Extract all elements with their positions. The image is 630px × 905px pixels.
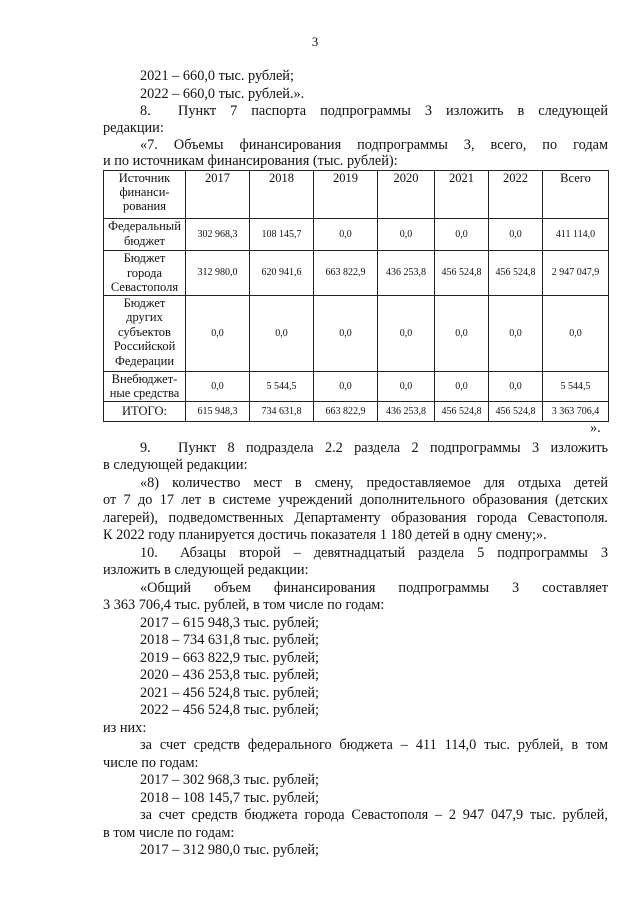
paragraph-line: изложить в следующей редакции: <box>103 562 309 578</box>
cell: 620 941,6 <box>250 251 314 296</box>
year-amount: 2017 – 302 968,3 тыс. рублей; <box>140 772 319 788</box>
cell: 0,0 <box>314 295 378 371</box>
header-year: 2017 <box>186 171 250 219</box>
row-source: ИТОГО: <box>104 401 186 421</box>
paragraph-line: Пункт 8 подраздела 2.2 раздела 2 подпрограммы 3 изложить <box>178 440 608 456</box>
paragraph-line: числе по годам: <box>103 755 199 771</box>
item-number: 10. <box>140 545 158 561</box>
year-amount: 2019 – 663 822,9 тыс. рублей; <box>140 650 319 666</box>
paragraph-line: Абзацы второй – девятнадцатый раздела 5 подпрограммы 3 <box>180 545 608 561</box>
paragraph-line: 3 363 706,4 тыс. рублей, в том числе по годам: <box>103 597 385 613</box>
paragraph-line: лагерей), подведомственных Департаменту образования города Севастополя. <box>103 510 608 526</box>
header-year: 2018 <box>250 171 314 219</box>
paragraph-line: и по источникам финансирования (тыс. рублей): <box>103 153 398 169</box>
cell: 302 968,3 <box>186 219 250 251</box>
cell: 0,0 <box>378 219 435 251</box>
year-amount: 2018 – 108 145,7 тыс. рублей; <box>140 790 319 806</box>
cell: 663 822,9 <box>314 251 378 296</box>
cell: 0,0 <box>435 371 489 401</box>
header-year: 2020 <box>378 171 435 219</box>
table-row <box>104 295 609 371</box>
text-line: 2021 – 660,0 тыс. рублей; <box>140 68 294 84</box>
year-amount: 2022 – 456 524,8 тыс. рублей; <box>140 702 319 718</box>
page-number: 3 <box>311 34 319 49</box>
row-source: Федеральный бюджет <box>104 219 186 251</box>
paragraph-line: «8) количество мест в смену, предоставляемое для отдыха детей <box>140 475 608 491</box>
cell: 456 524,8 <box>489 401 543 421</box>
cell: 615 948,3 <box>186 401 250 421</box>
cell: 0,0 <box>314 219 378 251</box>
cell: 0,0 <box>435 295 489 371</box>
header-year: 2021 <box>435 171 489 219</box>
paragraph-line: за счет средств бюджета города Севастополя – 2 947 047,9 тыс. рублей, <box>140 807 608 823</box>
text-line: 2022 – 660,0 тыс. рублей.». <box>140 86 305 102</box>
paragraph-line: «Общий объем финансирования подпрограммы 3 составляет <box>140 580 608 596</box>
table-header-row <box>104 171 609 219</box>
table-total-row <box>104 401 609 421</box>
paragraph-line: в следующей редакции: <box>103 457 248 473</box>
paragraph-line: К 2022 году планируется достичь показателя 1 180 детей в одну смену;». <box>103 527 547 543</box>
cell: 5 544,5 <box>543 371 609 401</box>
cell: 0,0 <box>489 219 543 251</box>
cell: 0,0 <box>378 371 435 401</box>
cell: 0,0 <box>314 371 378 401</box>
cell: 312 980,0 <box>186 251 250 296</box>
header-year: 2022 <box>489 171 543 219</box>
year-amount: 2020 – 436 253,8 тыс. рублей; <box>140 667 319 683</box>
cell: 0,0 <box>250 295 314 371</box>
cell: 436 253,8 <box>378 401 435 421</box>
paragraph-line: в том числе по годам: <box>103 825 235 841</box>
cell: 436 253,8 <box>378 251 435 296</box>
cell: 108 145,7 <box>250 219 314 251</box>
year-amount: 2021 – 456 524,8 тыс. рублей; <box>140 685 319 701</box>
table-row <box>104 251 609 296</box>
paragraph-line: редакции: <box>103 120 164 136</box>
paragraph-line: «7. Объемы финансирования подпрограммы 3, всего, по годам <box>140 137 608 153</box>
cell: 663 822,9 <box>314 401 378 421</box>
paragraph-line: за счет средств федерального бюджета – 411 114,0 тыс. рублей, в том <box>140 737 608 753</box>
cell: 456 524,8 <box>435 401 489 421</box>
item-number: 8. <box>140 103 151 119</box>
cell: 2 947 047,9 <box>543 251 609 296</box>
cell: 5 544,5 <box>250 371 314 401</box>
cell: 3 363 706,4 <box>543 401 609 421</box>
item-number: 9. <box>140 440 151 456</box>
cell: 0,0 <box>435 219 489 251</box>
row-source: Бюджет города Севастополя <box>104 251 186 296</box>
cell: 0,0 <box>543 295 609 371</box>
cell: 0,0 <box>378 295 435 371</box>
cell: 0,0 <box>489 295 543 371</box>
header-total: Всего <box>543 171 609 219</box>
cell: 0,0 <box>186 371 250 401</box>
paragraph-line: из них: <box>103 720 147 736</box>
year-amount: 2018 – 734 631,8 тыс. рублей; <box>140 632 319 648</box>
table-close-quote: ». <box>590 420 601 436</box>
header-source: Источник финанси-рования <box>104 171 186 219</box>
year-amount: 2017 – 312 980,0 тыс. рублей; <box>140 842 319 858</box>
header-year: 2019 <box>314 171 378 219</box>
cell: 456 524,8 <box>489 251 543 296</box>
cell: 456 524,8 <box>435 251 489 296</box>
year-amount: 2017 – 615 948,3 тыс. рублей; <box>140 615 319 631</box>
cell: 0,0 <box>186 295 250 371</box>
table-row <box>104 219 609 251</box>
cell: 734 631,8 <box>250 401 314 421</box>
row-source: Внебюджет-ные средства <box>104 371 186 401</box>
table-row <box>104 371 609 401</box>
financing-table <box>103 170 609 422</box>
paragraph-line: от 7 до 17 лет в системе учреждений дополнительного образования (детских <box>103 492 608 508</box>
paragraph-line: Пункт 7 паспорта подпрограммы 3 изложить в следующей <box>178 103 608 119</box>
cell: 411 114,0 <box>543 219 609 251</box>
cell: 0,0 <box>489 371 543 401</box>
row-source: Бюджет других субъектов Российской Федерации <box>104 295 186 371</box>
